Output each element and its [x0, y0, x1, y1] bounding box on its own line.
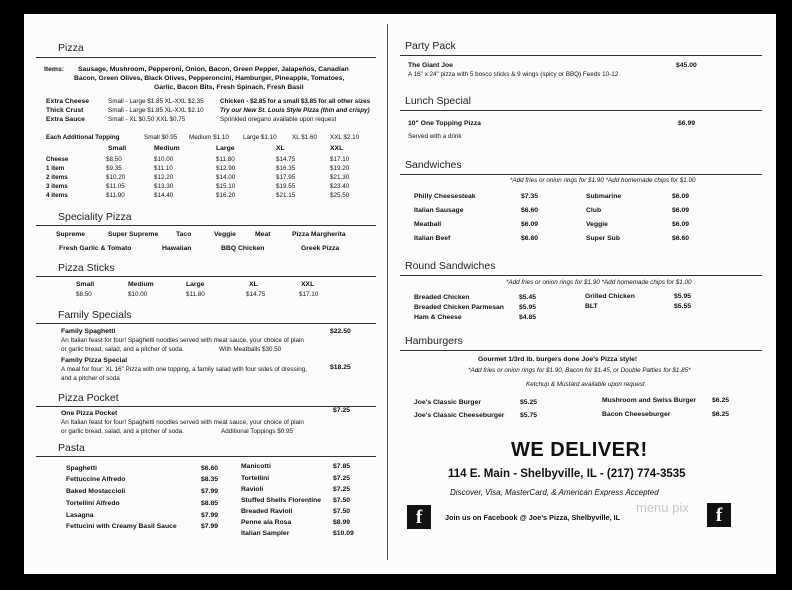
price-cell: $21.30 [330, 174, 350, 181]
list-item: Breaded Chicken Parmesan [414, 304, 504, 311]
extra-cheese-note: Chicken - $2.85 for a small $3.85 for all other sizes [220, 98, 371, 105]
each-additional-label: Each Additional Topping [46, 134, 120, 141]
payment-line: Discover, Visa, MasterCard, & American Express Accepted [450, 488, 659, 497]
list-item: Submarine [586, 193, 622, 200]
list-item-price: $5.25 [520, 399, 538, 406]
price-cell: $16.35 [276, 165, 296, 172]
list-item: Fettucini with Creamy Basil Sauce [66, 523, 177, 530]
sticks-heading: Pizza Sticks [58, 262, 115, 274]
list-item: Spaghetti [66, 465, 97, 472]
list-item: Tortellini [241, 475, 270, 482]
list-item-price: $8.99 [333, 519, 351, 526]
price-cell: $9.35 [106, 165, 122, 172]
list-item-price: $4.85 [519, 314, 537, 321]
list-item: Mushroom and Swiss Burger [602, 397, 697, 404]
list-item: Fettuccine Alfredo [66, 476, 126, 483]
price-cell: $25.50 [330, 192, 350, 199]
price-cell: $21.15 [276, 192, 296, 199]
list-item-price: $7.99 [201, 512, 219, 519]
burgers-note: *Add fries or onion rings for $1.90, Bacon for $1.45, or Double Patties for $1.85* [468, 367, 691, 374]
list-item: Tortellini Alfredo [66, 500, 120, 507]
burgers-headline: Gourmet 1/3rd lb. burgers done Joe's Pizza style! [478, 356, 638, 363]
price-cell: $10.20 [106, 174, 126, 181]
list-item-price: $8.35 [201, 476, 219, 483]
row-label: 4 items [46, 192, 68, 199]
items-line-2: Bacon, Green Olives, Black Olives, Pepperoncini, Hamburger, Pineapple, Tomatoes, [74, 75, 345, 82]
family-pizza-price: $18.25 [330, 364, 351, 371]
list-item-price: $6.25 [712, 397, 730, 404]
specialty-item: Supreme [56, 231, 86, 238]
pocket-name: One Pizza Pocket [61, 410, 118, 417]
items-line-3: Garlic, Bacon Bits, Fresh Spinach, Fresh Basil [154, 84, 304, 91]
list-item-price: $5.55 [674, 303, 692, 310]
each-additional-xl: XL $1.60 [292, 134, 317, 141]
extra-cheese-label: Extra Cheese [46, 98, 90, 105]
lunch-heading: Lunch Special [405, 95, 471, 107]
list-item: Penne ala Rosa [241, 519, 292, 526]
specialty-item: Greek Pizza [301, 245, 340, 252]
stick-price: $14.75 [246, 291, 266, 298]
price-cell: $14.00 [216, 174, 236, 181]
stick-size: XL [249, 281, 258, 288]
list-item-price: $5.75 [520, 412, 538, 419]
specialty-item: Taco [176, 231, 192, 238]
list-item: Stuffed Shells Florentine [241, 497, 322, 504]
list-item-price: $5.95 [519, 304, 537, 311]
list-item-price: $7.25 [333, 475, 351, 482]
stick-size: XXL [301, 281, 315, 288]
size-header-xl: XL [276, 145, 285, 152]
round-note: *Add fries or onion rings for $1.90 *Add homemade chips for $1.00 [506, 279, 692, 286]
round-rule [400, 275, 762, 276]
family-pizza-desc-2: and a pitcher of soda [61, 375, 120, 382]
each-additional-small: Small $0.95 [144, 134, 178, 141]
facebook-icon-left[interactable]: f [407, 505, 431, 529]
list-item-price: $6.60 [521, 235, 539, 242]
party-price: $45.00 [676, 62, 697, 69]
list-item-price: $6.09 [672, 193, 690, 200]
sandwiches-rule [400, 174, 762, 175]
party-rule [400, 55, 762, 56]
row-label: 3 items [46, 183, 68, 190]
specialty-item: Pizza Margherita [292, 231, 346, 238]
price-cell: $12.20 [154, 174, 174, 181]
family-spaghetti-desc-1: An Italian feast for four! Spaghetti noodles served with meat sauce, your choice of plain [61, 337, 304, 344]
sandwiches-note: *Add fries or onion rings for $1.90 *Add homemade chips for $1.00 [510, 177, 696, 184]
party-heading: Party Pack [405, 40, 456, 52]
items-label: Items: [44, 66, 65, 73]
pizza-rule [36, 57, 376, 58]
specialty-item: Hawaiian [162, 245, 192, 252]
list-item: Breaded Chicken [414, 294, 470, 301]
party-desc: A 16" x 24" pizza with 5 bosco sticks & 9 wings (spicy or BBQ) Feeds 10-12 [408, 71, 619, 78]
row-label: 1 item [46, 165, 65, 172]
list-item-price: $7.99 [201, 488, 219, 495]
column-divider [387, 24, 388, 560]
list-item: BLT [585, 303, 598, 310]
family-pizza-name: Family Pizza Special [61, 357, 128, 364]
price-cell: $11.90 [106, 192, 125, 199]
list-item-price: $7.99 [201, 523, 219, 530]
list-item-price: $6.60 [672, 235, 690, 242]
list-item: Ham & Cheese [414, 314, 462, 321]
list-item-price: $7.85 [333, 463, 351, 470]
price-cell: $10.00 [154, 156, 174, 163]
list-item-price: $6.25 [712, 411, 730, 418]
list-item: Club [586, 207, 602, 214]
stick-price: $17.10 [299, 291, 319, 298]
sandwiches-heading: Sandwiches [405, 159, 462, 171]
price-cell: $17.10 [330, 156, 350, 163]
list-item: Breaded Ravioli [241, 508, 293, 515]
lunch-rule [400, 110, 762, 111]
party-name: The Giant Joe [408, 62, 453, 69]
price-cell: $23.40 [330, 183, 350, 190]
family-spaghetti-name: Family Spaghetti [61, 328, 116, 335]
list-item: Ravioli [241, 486, 264, 493]
list-item-price: $6.09 [521, 221, 539, 228]
size-header-small: Small [108, 145, 127, 152]
list-item: Manicotti [241, 463, 271, 470]
stick-size: Large [186, 281, 205, 288]
price-cell: $11.80 [216, 156, 235, 163]
price-cell: $8.50 [106, 156, 122, 163]
list-item: Italian Sampler [241, 530, 290, 537]
list-item-price: $6.60 [201, 465, 219, 472]
burgers-note-2: Ketchup & Mustard available upon request [526, 381, 645, 388]
specialty-heading: Speciality Pizza [58, 211, 132, 223]
extra-sauce-note: Sprinkled oregano available upon request [220, 116, 337, 123]
pocket-price: $7.25 [333, 407, 351, 414]
list-item-price: $6.60 [521, 207, 539, 214]
list-item-price: $6.09 [672, 207, 690, 214]
list-item: Italian Beef [414, 235, 451, 242]
burgers-heading: Hamburgers [405, 335, 463, 347]
watermark: menu pix [636, 500, 689, 515]
family-rule [36, 323, 376, 324]
list-item: Lasagna [66, 512, 94, 519]
stick-price: $10.00 [128, 291, 148, 298]
extra-sauce-price: Small - XL $0.50 XXL $0.75 [108, 116, 186, 123]
price-cell: $11.10 [154, 165, 173, 172]
list-item: Super Sub [586, 235, 620, 242]
stick-price: $8.50 [76, 291, 92, 298]
list-item-price: $6.09 [672, 221, 690, 228]
size-header-xxl: XXL [330, 145, 344, 152]
we-deliver-heading: WE DELIVER! [511, 439, 648, 461]
family-spaghetti-desc-2: or garlic bread, salad, and a pitcher of soda. [61, 346, 184, 353]
extra-sauce-label: Extra Sauce [46, 116, 85, 123]
items-line-1: Sausage, Mushroom, Pepperoni, Onion, Bacon, Green Pepper, Jalapeños, Canadian [78, 66, 349, 73]
specialty-item: Meat [255, 231, 271, 238]
family-spaghetti-meatballs: With Meatballs $30.50 [219, 346, 282, 353]
list-item-price: $7.25 [333, 486, 351, 493]
thick-crust-note: Try our New St. Louis Style Pizza (thin and crispy) [220, 107, 370, 114]
lunch-price: $6.99 [678, 120, 696, 127]
pasta-rule [36, 456, 376, 457]
specialty-item: Veggie [214, 231, 236, 238]
each-additional-xxl: XXL $2.10 [330, 134, 360, 141]
specialty-item: BBQ Chicken [221, 245, 265, 252]
each-additional-large: Large $1.10 [243, 134, 277, 141]
family-pizza-desc-1: A meal for four: XL 16" Pizza with one topping, a family salad with four sides of dressing, [61, 366, 307, 373]
pocket-desc-1: An Italian feast for four! Spaghetti noodles served with meat sauce, your choice of plain [61, 419, 304, 426]
list-item-price: $7.50 [333, 508, 351, 515]
specialty-item: Super Supreme [108, 231, 159, 238]
list-item-price: $10.09 [333, 530, 354, 537]
burgers-rule [400, 350, 762, 351]
lunch-desc: Served with a drink [408, 133, 462, 140]
price-cell: $15.10 [216, 183, 236, 190]
pocket-desc-2: or garlic bread, salad, and a pitcher of soda. [61, 428, 184, 435]
size-header-medium: Medium [154, 145, 180, 152]
specialty-item: Fresh Garlic & Tomato [59, 245, 132, 252]
thick-crust-label: Thick Crust [46, 107, 84, 114]
thick-crust-price: Small - Large $1.85 XL-XXL $2.10 [108, 107, 204, 114]
price-cell: $13.30 [154, 183, 174, 190]
stick-size: Small [76, 281, 95, 288]
family-spaghetti-price: $22.50 [330, 328, 351, 335]
price-cell: $16.20 [216, 192, 236, 199]
facebook-icon-right[interactable]: f [707, 503, 731, 527]
sticks-rule [36, 276, 376, 277]
extra-cheese-price: Small - Large $1.85 XL-XXL $2.35 [108, 98, 204, 105]
row-label: 2 items [46, 174, 68, 181]
list-item: Joe's Classic Cheeseburger [414, 412, 505, 419]
lunch-name: 10" One Topping Pizza [408, 120, 481, 127]
round-heading: Round Sandwiches [405, 260, 496, 272]
each-additional-medium: Medium $1.10 [189, 134, 229, 141]
list-item-price: $7.35 [521, 193, 539, 200]
list-item: Italian Sausage [414, 207, 464, 214]
list-item: Joe's Classic Burger [414, 399, 481, 406]
list-item-price: $5.45 [519, 294, 537, 301]
list-item: Bacon Cheeseburger [602, 411, 671, 418]
specialty-rule [36, 225, 376, 226]
address-line: 114 E. Main - Shelbyville, IL - (217) 774-3535 [448, 468, 686, 480]
price-cell: $19.55 [276, 183, 296, 190]
pocket-heading: Pizza Pocket [58, 392, 119, 404]
list-item: Meatball [414, 221, 442, 228]
list-item-price: $5.95 [674, 293, 692, 300]
menu-sheet [24, 14, 776, 574]
price-cell: $19.20 [330, 165, 350, 172]
stick-size: Medium [128, 281, 154, 288]
list-item: Baked Mostaccioli [66, 488, 126, 495]
pocket-additional: Additional Toppings $0.95 [221, 428, 294, 435]
row-label: Cheese [46, 156, 69, 163]
list-item: Veggie [586, 221, 608, 228]
pizza-heading: Pizza [58, 42, 84, 54]
pasta-heading: Pasta [58, 442, 85, 454]
list-item-price: $8.85 [201, 500, 219, 507]
facebook-link[interactable]: Join us on Facebook @ Joe's Pizza, Shelbyville, IL [445, 513, 621, 522]
price-cell: $17.95 [276, 174, 296, 181]
list-item: Grilled Chicken [585, 293, 635, 300]
price-cell: $14.75 [276, 156, 296, 163]
pocket-rule [36, 406, 376, 407]
price-cell: $14.40 [154, 192, 174, 199]
list-item: Philly Cheesesteak [414, 193, 476, 200]
price-cell: $11.05 [106, 183, 125, 190]
size-header-large: Large [216, 145, 235, 152]
list-item-price: $7.50 [333, 497, 351, 504]
family-heading: Family Specials [58, 309, 132, 321]
price-cell: $12.90 [216, 165, 236, 172]
stick-price: $11.80 [186, 291, 205, 298]
